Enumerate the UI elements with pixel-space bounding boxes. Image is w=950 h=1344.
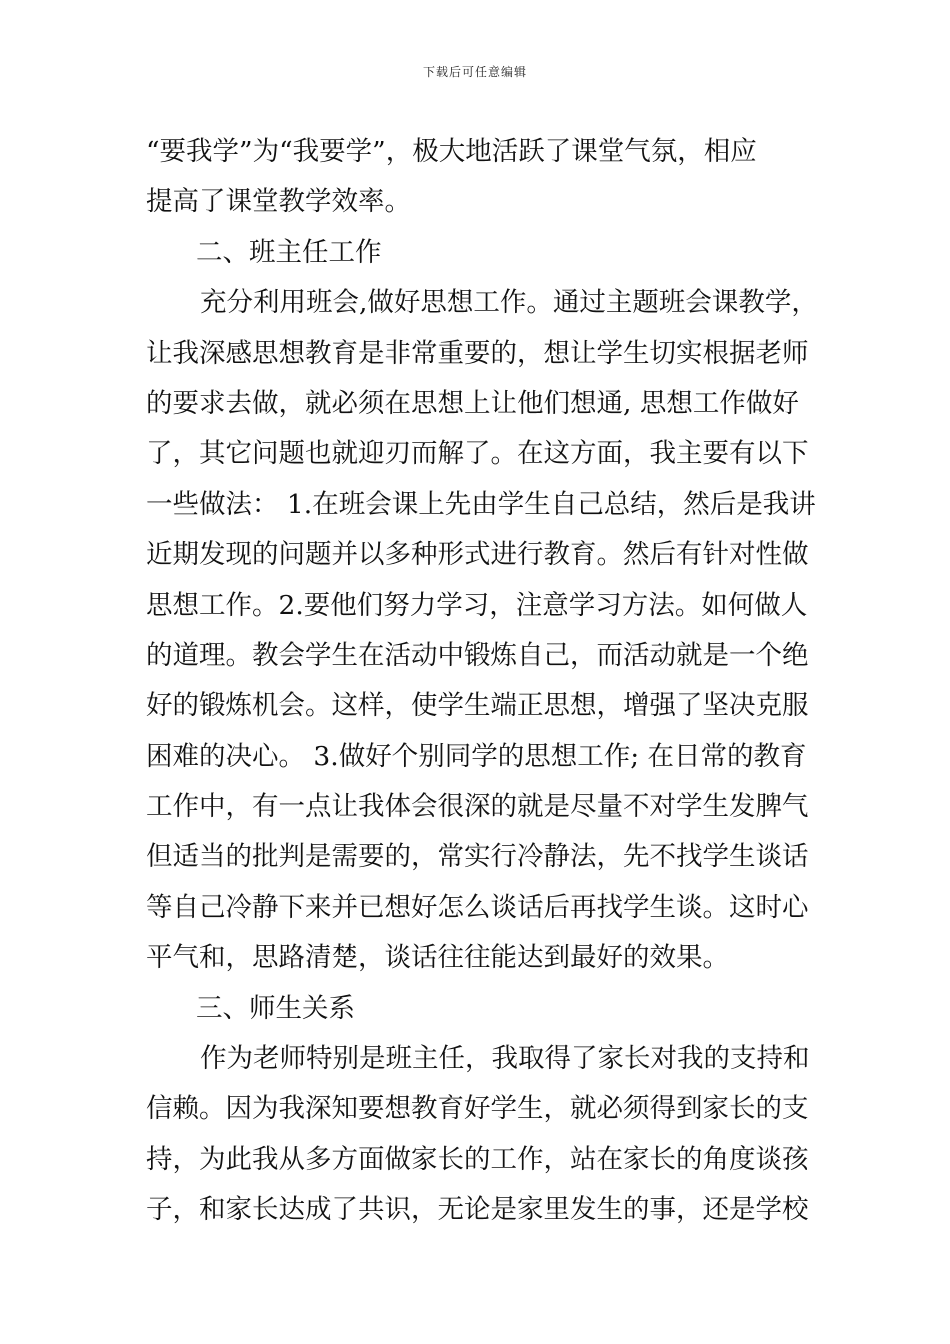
paragraph-line: 的道理。教会学生在活动中锻炼自己，而活动就是一个绝 — [146, 639, 809, 671]
paragraph-line: 等自己冷静下来并已想好怎么谈话后再找学生谈。这时心 — [146, 891, 809, 923]
section-heading-class-teacher-work: 二、班主任工作 — [196, 236, 382, 268]
document-body — [146, 127, 818, 1236]
page-header: 下载后可任意编辑 — [422, 65, 527, 79]
paragraph-line: 了，其它问题也就迎刃而解了。在这方面，我主要有以下 — [146, 438, 809, 470]
paragraph-line: 一些做法： 1.在班会课上先由学生自己总结，然后是我讲 — [146, 488, 816, 520]
paragraph-line: 困难的决心。 3.做好个别同学的思想工作; 在日常的教育 — [146, 740, 807, 772]
paragraph-line: 思想工作。2.要他们努力学习，注意学习方法。如何做人 — [146, 589, 808, 621]
paragraph-line: 提高了课堂教学效率。 — [146, 186, 411, 218]
paragraph-line: 但适当的批判是需要的，常实行冷静法，先不找学生谈话 — [146, 841, 809, 873]
paragraph-line: 让我深感思想教育是非常重要的，想让学生切实根据老师 — [146, 337, 809, 369]
section-heading-teacher-student-relations: 三、师生关系 — [196, 992, 355, 1024]
paragraph-line: “要我学”为“我要学”，极大地活跃了课堂气氛，相应 — [146, 136, 757, 167]
paragraph-line: 持，为此我从多方面做家长的工作，站在家长的角度谈孩 — [146, 1143, 809, 1175]
paragraph-line: 近期发现的问题并以多种形式进行教育。然后有针对性做 — [146, 539, 809, 571]
paragraph-line: 好的锻炼机会。这样，使学生端正思想，增强了坚决克服 — [146, 690, 809, 722]
paragraph-line: 的要求去做，就必须在思想上让他们想通, 思想工作做好 — [146, 387, 799, 419]
paragraph-line: 平气和，思路清楚，谈话往往能达到最好的效果。 — [146, 942, 729, 974]
paragraph-line: 工作中，有一点让我体会很深的就是尽量不对学生发脾气 — [146, 791, 809, 823]
paragraph-line: 充分利用班会,做好思想工作。通过主题班会课教学， — [200, 287, 818, 319]
paragraph-line: 作为老师特别是班主任，我取得了家长对我的支持和 — [200, 1043, 810, 1075]
paragraph-line: 信赖。因为我深知要想教育好学生，就必须得到家长的支 — [146, 1093, 809, 1125]
paragraph-line: 子，和家长达成了共识，无论是家里发生的事，还是学校 — [146, 1194, 809, 1226]
